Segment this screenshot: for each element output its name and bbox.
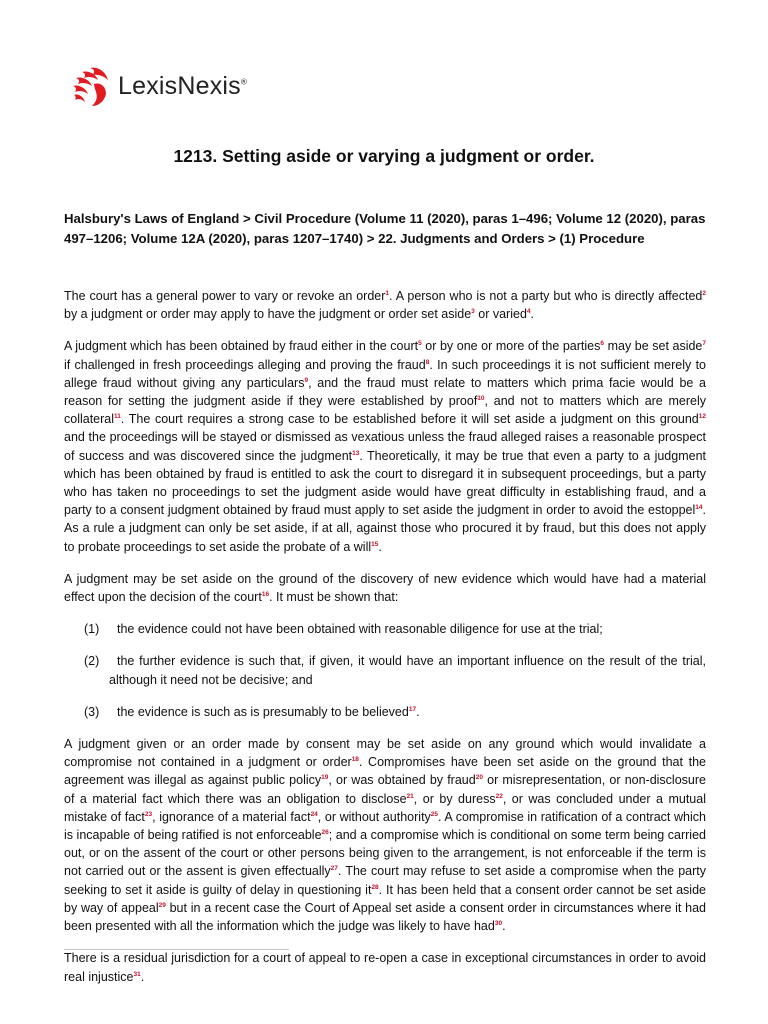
body-paragraph: A judgment given or an order made by consent may be set aside on any ground which would invalidate a compromise not contained in a judgment or order$^{18}$. Compromises have been set aside on the ground that the agreement was illegal as against public policy$^{19}$, or was obtained by fraud$^{20}$ or misrepresentation, or non-disclosure of a material fact which there was an obligation to disclose$^{21}$, or by duress$^{22}$, or was concluded under a mutual mistake of fact$^{23}$, ignorance of a material fact$^{24}$, or without authority$^{25}$. A compromise in ratification of a contract which is incapable of being ratified is not enforceable$^{26}$; and a compromise which is conditional on some term being carried out, or on the assent of the court or other persons being given to the arrangement, is not enforceable if the term is not carried out or the assent is given effectually$^{27}$. The court may refuse to set aside a compromise when the party seeking to set it aside is guilty of delay in questioning it$^{28}$. It has been held that a consent order cannot be set aside by way of appeal$^{29}$ but in a recent case the Court of Appeal set aside a consent order in circumstances where it had been presented with all the information which the judge was likely to have had$^{30}$. <box>64 737 706 934</box>
footnote-marker[interactable]: 31 <box>133 970 141 978</box>
footnote-marker[interactable]: 29 <box>158 901 166 909</box>
footnote-marker[interactable]: 24 <box>310 810 318 818</box>
list-item: (1) the evidence could not have been obtained with reasonable diligence for use at the trial; <box>64 620 706 638</box>
footnote-marker[interactable]: 9 <box>304 376 309 384</box>
footnote-marker[interactable]: 23 <box>144 810 153 818</box>
footnote-marker[interactable]: 5 <box>418 340 422 348</box>
lexisnexis-knight-icon <box>68 62 112 110</box>
footnote-marker[interactable]: 11 <box>114 413 121 421</box>
footnote-marker[interactable]: 14 <box>695 504 703 512</box>
lexisnexis-wordmark: LexisNexis® <box>118 71 247 100</box>
footnote-separator <box>64 949 289 950</box>
footnote-marker[interactable]: 12 <box>698 413 706 421</box>
footnote-marker[interactable]: 16 <box>261 591 270 599</box>
lexisnexis-logo <box>68 62 247 110</box>
list-item: (3) the evidence is such as is presumably to be believed$^{17}$. <box>64 703 706 721</box>
footnote-marker[interactable]: 21 <box>406 792 414 800</box>
footnote-marker[interactable]: 10 <box>477 395 485 403</box>
footnote-marker[interactable]: 7 <box>702 340 707 348</box>
footnote-marker[interactable]: 2 <box>702 290 706 297</box>
footnote-marker[interactable]: 17 <box>408 705 417 713</box>
footnote-marker[interactable]: 8 <box>425 358 430 366</box>
footnote-marker[interactable]: 1 <box>385 290 390 297</box>
footnote-marker[interactable]: 28 <box>371 883 379 891</box>
list-item-number: (3) <box>84 704 100 719</box>
footnote-marker[interactable]: 15 <box>371 540 379 548</box>
list-item-number: (2) <box>84 654 100 669</box>
breadcrumb: Halsbury's Laws of England > Civil Procedure (Volume 11 (2020), paras 1–496; Volume 12 (2020), paras 497–1206; Volume 12A (2020), paras 1207–1740) > 22. Judgments and Orders > (1) Procedure <box>64 211 706 246</box>
footnote-marker[interactable]: 18 <box>351 756 359 764</box>
list-item: (2) the further evidence is such that, if given, it would have an important influence on the result of the trial, although it need not be decisive; and <box>84 654 706 687</box>
footnote-marker[interactable]: 26 <box>321 829 329 837</box>
footnote-marker[interactable]: 22 <box>495 792 503 800</box>
footnote-marker[interactable]: 30 <box>494 920 503 928</box>
footnote-marker[interactable]: 3 <box>471 308 475 316</box>
paragraphs-before-list <box>64 287 706 606</box>
body-paragraph: There is a residual jurisdiction for a court of appeal to re-open a case in exceptional circumstances in order to avoid real injustice$^{31}$. <box>64 951 706 984</box>
footnote-marker[interactable]: 25 <box>430 810 439 818</box>
footnote-marker[interactable]: 4 <box>526 308 531 316</box>
list-item-number: (1) <box>84 622 100 637</box>
document-body <box>64 287 706 1000</box>
footnote-marker[interactable]: 13 <box>352 449 360 457</box>
footnote-marker[interactable]: 19 <box>321 774 329 782</box>
document-title: 1213. Setting aside or varying a judgment or order. <box>173 146 595 166</box>
body-paragraph: The court has a general power to vary or revoke an order$^1$. A person who is not a party but who is directly affected$^2$ by a judgment or order may apply to have the judgment or order set aside$^3$ or varied$^4$. <box>64 289 706 322</box>
footnote-marker[interactable]: 27 <box>330 865 338 873</box>
footnote-marker[interactable]: 20 <box>475 774 483 782</box>
body-paragraph: A judgment which has been obtained by fraud either in the court$^5$ or by one or more of the parties$^6$ may be set aside$^7$ if challenged in fresh proceedings alleging and proving the fraud$^8$. In such proceedings it is not sufficient merely to allege fraud without giving any particulars$^9$, and the fraud must relate to matters which prima facie would be a reason for setting the judgment aside if they were established by proof$^{10}$, and not to matters which are merely collateral$^{11}$. The court requires a strong case to be established before it will set aside a judgment on this ground$^{12}$ and the proceedings will be stayed or dismissed as vexatious unless the fraud alleged raises a reasonable prospect of success and was discovered since the judgment$^{13}$. Theoretically, it may be true that even a party to a judgment which has been obtained by fraud is entitled to ask the court to disregard it in subsequent proceedings, but a party who has taken no proceedings to set the judgment aside would have great difficulty in establishing fraud, and a party to a consent judgment obtained by fraud must apply to set aside the judgment in order to avoid the estoppel$^{14}$. As a rule a judgment can only be set aside, if at all, against those who procured it by fraud, but this does not apply to probate proceedings to set aside the probate of a will$^{15}$. <box>64 339 707 554</box>
footnote-marker[interactable]: 6 <box>600 340 605 348</box>
numbered-list <box>64 620 706 721</box>
body-paragraph: A judgment may be set aside on the ground of the discovery of new evidence which would have had a material effect upon the decision of the court$^{16}$. It must be shown that: <box>64 571 706 605</box>
